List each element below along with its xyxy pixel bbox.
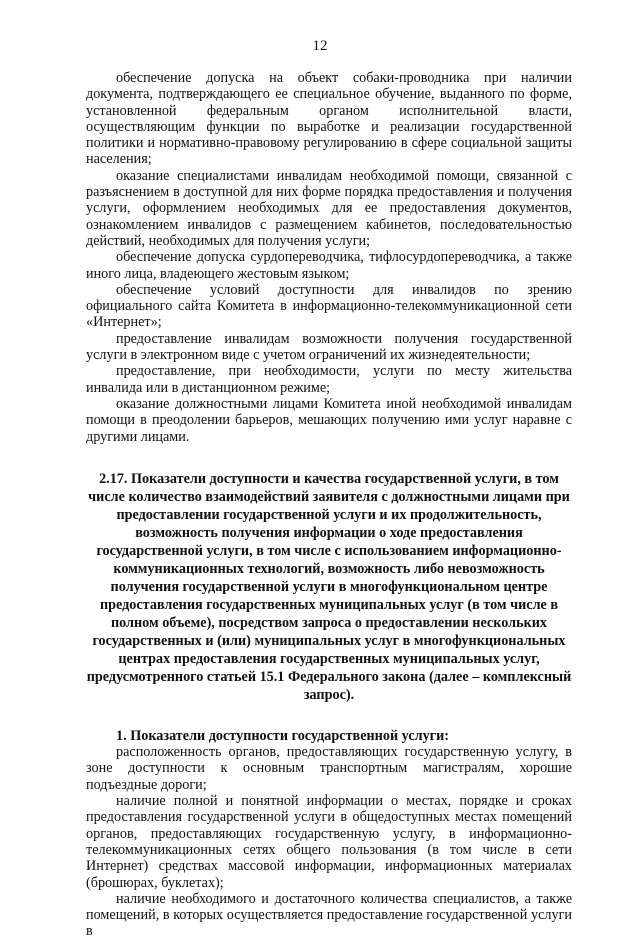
paragraph-transport-access: расположенность органов, предоставляющих государственную услугу, в зоне доступности к основным транспортным магистралям, хорошие подъездные дороги; (86, 744, 572, 793)
paragraph-remote-service: предоставление, при необходимости, услуги по месту жительства инвалида или в дистанционном режиме; (86, 363, 572, 396)
subsection-heading: 1. Показатели доступности государственной услуги: (116, 727, 450, 744)
paragraph-website-accessibility: обеспечение условий доступности для инвалидов по зрению официального сайта Комитета в информационно-телекоммуникационной сети «Интернет»; (86, 281, 572, 331)
paragraph-electronic-service: предоставление инвалидам возможности получения государственной услуги в электронном виде с учетом ограничений их жизнедеятельности; (86, 330, 572, 364)
paragraph-staff-premises: наличие необходимого и достаточного количества специалистов, а также помещений, в которых осуществляется предоставление государственной услуги в (86, 890, 572, 940)
paragraph-barrier-help: оказание должностными лицами Комитета иной необходимой инвалидам помощи в преодолении барьеров, мешающих получению ими услуг наравне с другими лицами. (86, 395, 572, 445)
paragraph-guide-dog: обеспечение допуска на объект собаки-проводника при наличии документа, подтверждающего ее специальное обучение, выданного по форме, установленной федеральным органом исполнительной власти, осуществляющим функции по выработке и реализации государственной политики и нормативно-правовому регулированию в сфере социальной защиты населения; (86, 70, 572, 168)
paragraph-specialist-help: оказание специалистами инвалидам необходимой помощи, связанной с разъяснением в доступной для них форме порядка предоставления и получения услуги, оформлением необходимых для ее предоставления документов, ознакомлением инвалидов с размещением кабинетов, последовательностью действий, необходимых для получения услуги; (86, 167, 572, 249)
paragraph-information-availability: наличие полной и понятной информации о местах, порядке и сроках предоставления государственной услуги в общедоступных местах помещений органов, предоставляющих государственную услугу, в информационно-телекоммуникационных сетях общего пользования (в том числе в сети Интернет) средствах массовой информации, информационных материалах (брошюрах, буклетах); (86, 793, 572, 891)
paragraph-sign-interpreter: обеспечение допуска сурдопереводчика, тифлосурдопереводчика, а также иного лица, владеющего жестовым языком; (86, 249, 572, 282)
page-number: 12 (312, 38, 328, 54)
document-body (86, 70, 572, 940)
section-heading: 2.17. Показатели доступности и качества государственной услуги, в том числе количество взаимодействий заявителя с должностными лицами при предоставлении государственной услуги и их продолжительность, возможность получения информации о ходе предоставления государственной услуги, в том числе с использованием информационно-коммуникационных технологий, возможность либо невозможность получения государственной услуги в многофункциональном центре предоставления государственных муниципальных услуг (в том числе в полном объеме), посредством запроса о предоставлении нескольких государственных и (или) муниципальных услуг в многофункциональных центрах предоставления государственных муниципальных услуг, предусмотренного статьей 15.1 Федерального закона (далее – комплексный запрос). (86, 470, 572, 703)
